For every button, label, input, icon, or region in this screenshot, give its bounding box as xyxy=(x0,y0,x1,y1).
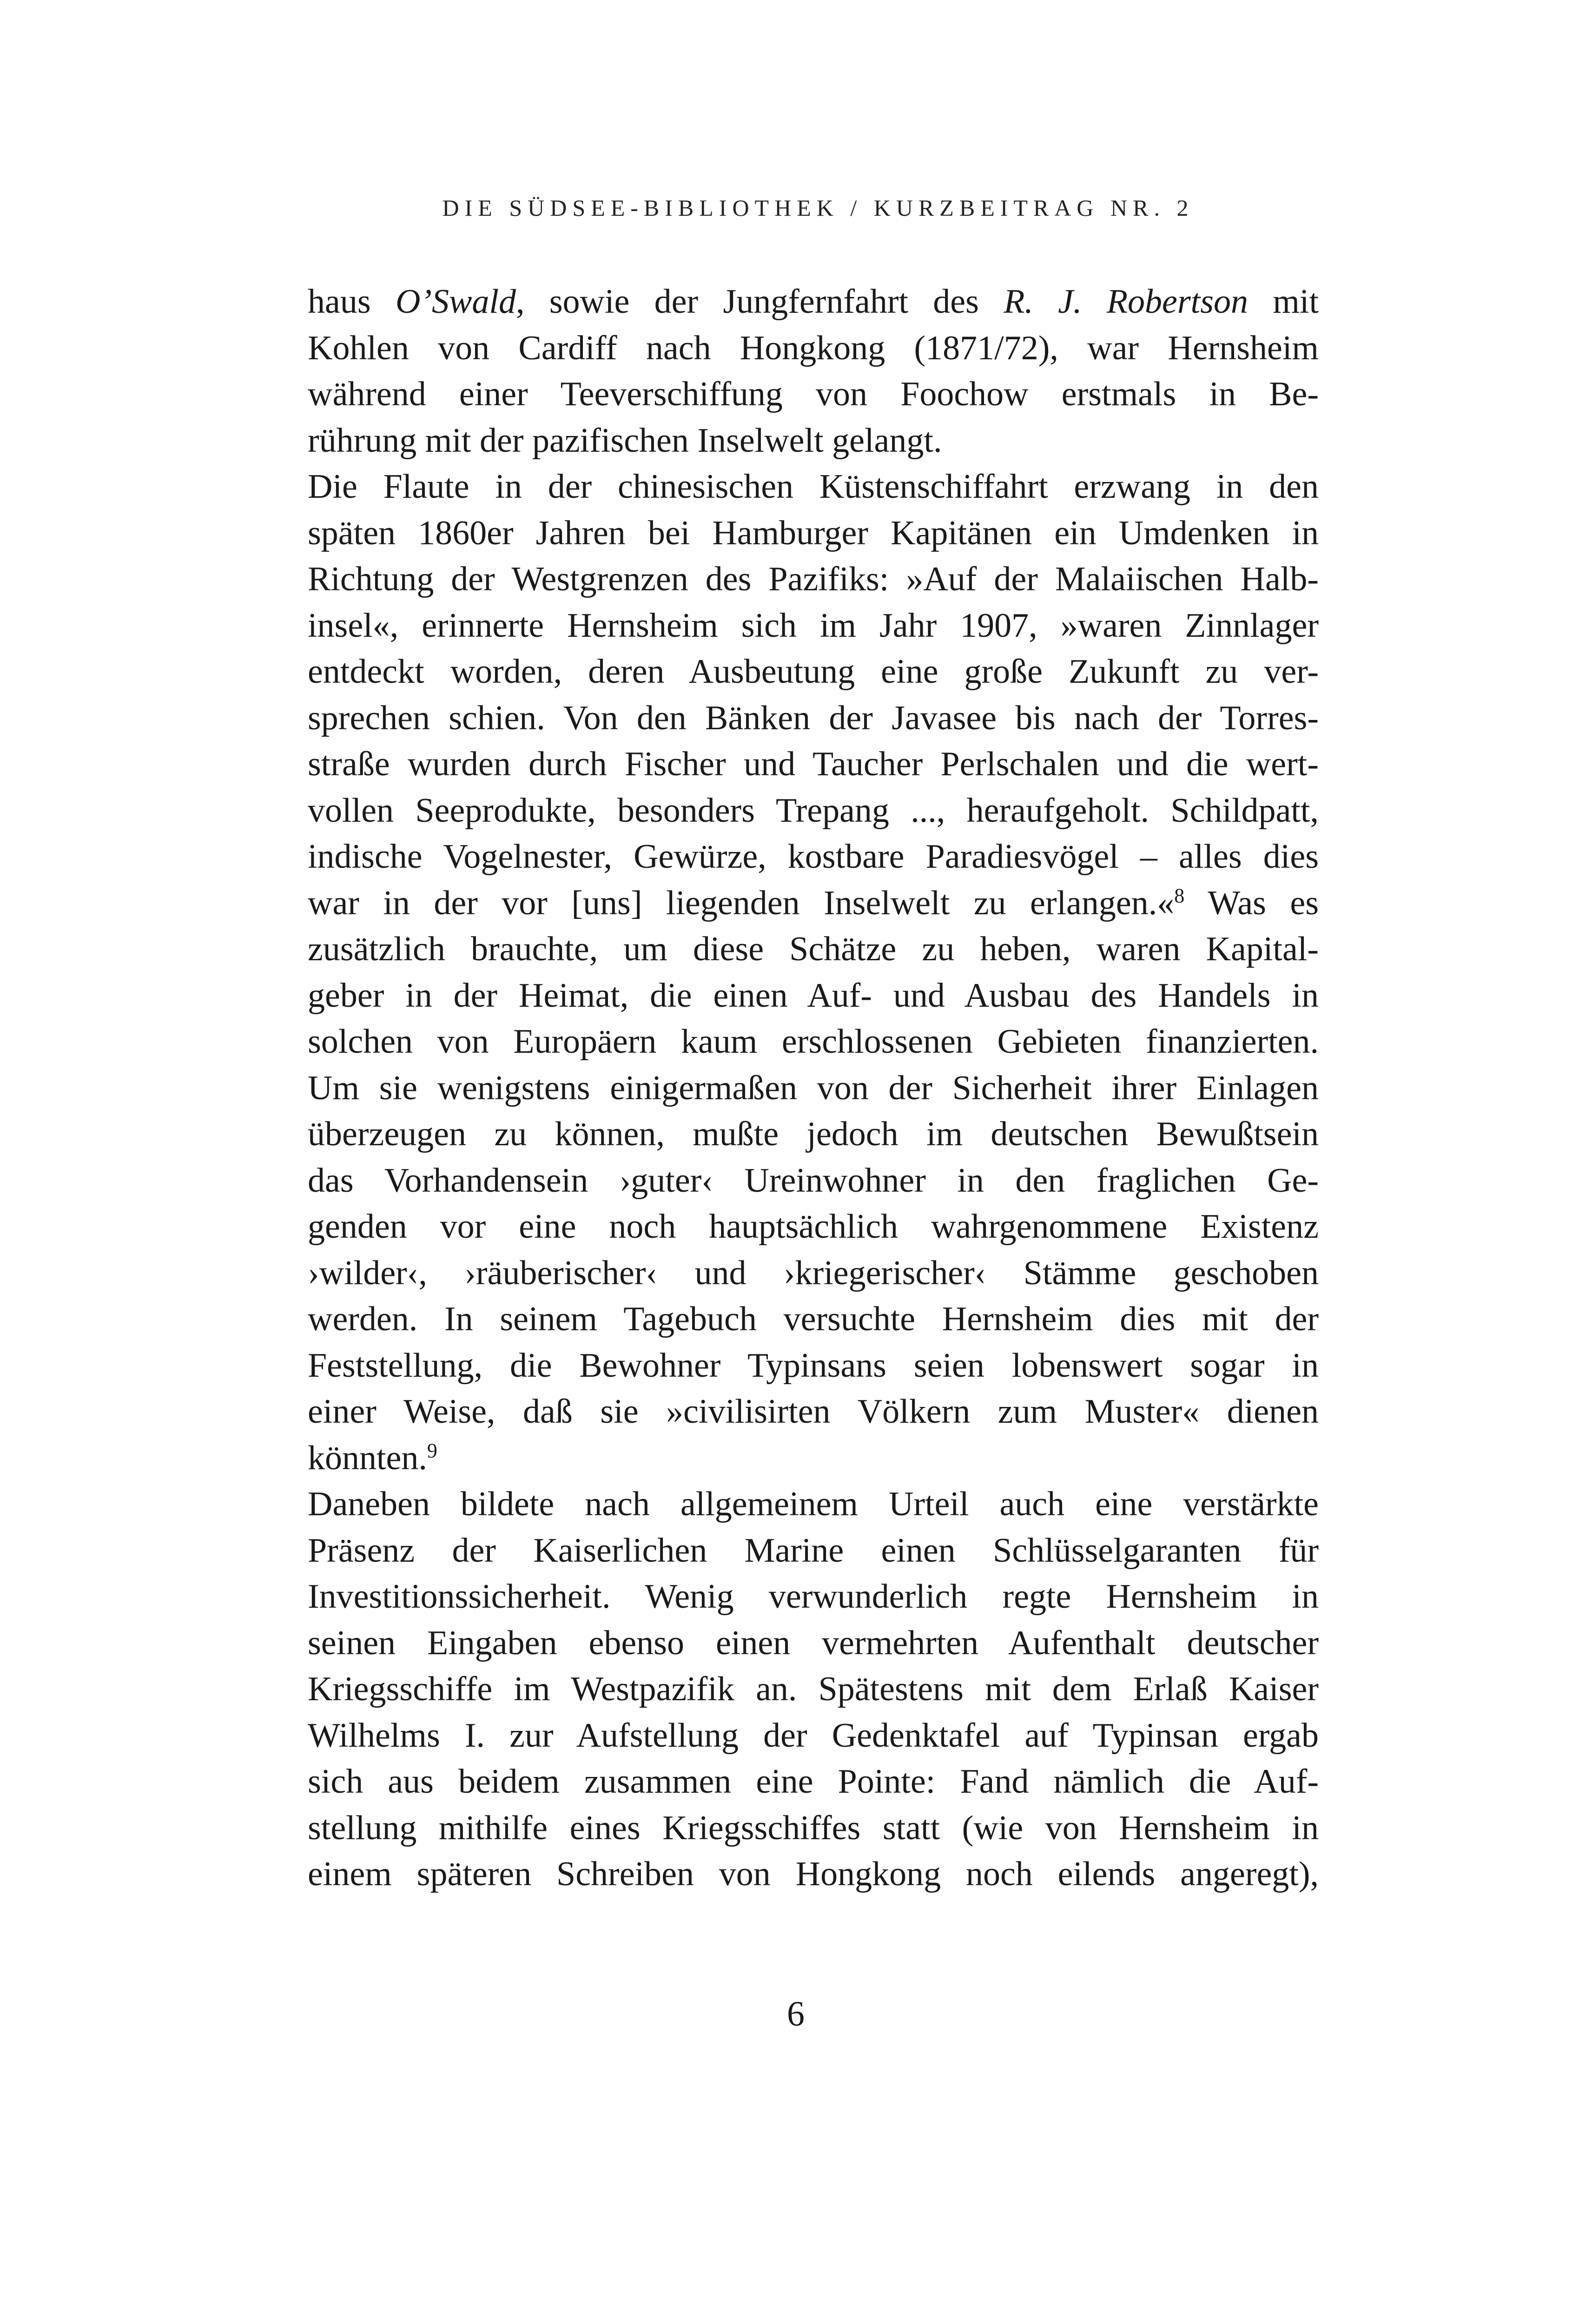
text-line xyxy=(308,880,1319,927)
paragraph-1 xyxy=(308,279,1319,464)
text-line: Richtung der Westgrenzen des Pazifiks: »Auf der Malaiischen Halb- xyxy=(308,560,1319,598)
text-line: Um sie wenigstens einigermaßen von der Sicherheit ihrer Einlagen xyxy=(308,1069,1319,1107)
text-line: Feststellung, die Bewohner Typinsans seien lobenswert sogar in xyxy=(308,1346,1319,1385)
text-line: Präsenz der Kaiserlichen Marine einen Schlüsselgaranten für xyxy=(308,1531,1319,1570)
text-line: das Vorhandensein ›guter‹ Ureinwohner in den fraglichen Ge- xyxy=(308,1161,1319,1200)
text-line: vollen Seeprodukte, besonders Trepang ..., heraufgeholt. Schildpatt, xyxy=(308,791,1319,830)
text-line: Die Flaute in der chinesischen Küstenschiffahrt erzwang in den xyxy=(308,468,1319,506)
text-line: Investitionssicherheit. Wenig verwunderlich regte Hernsheim in xyxy=(308,1578,1319,1616)
text-line: genden vor eine noch hauptsächlich wahrgenommene Existenz xyxy=(308,1208,1319,1246)
text-run: war in der vor [uns] liegenden Inselwelt zu erlangen.« xyxy=(308,884,1175,922)
text-line: späten 1860er Jahren bei Hamburger Kapitänen ein Umdenken in xyxy=(308,514,1319,552)
text-line: geber in der Heimat, die einen Auf- und Ausbau des Handels in xyxy=(308,976,1319,1015)
text-line: sich aus beidem zusammen eine Pointe: Fand nämlich die Auf- xyxy=(308,1763,1319,1801)
text-run: könnten. xyxy=(308,1439,427,1477)
text-line: werden. In seinem Tagebuch versuchte Hernsheim dies mit der xyxy=(308,1300,1319,1338)
text-line: rührung mit der pazifischen Inselwelt gelangt. xyxy=(308,421,942,460)
page-number: 6 xyxy=(787,1994,805,2034)
text-line: straße wurden durch Fischer und Taucher Perlschalen und die wert- xyxy=(308,745,1319,783)
running-head: DIE SÜDSEE-BIBLIOTHEK / KURZBEITRAG NR. 2 xyxy=(442,195,1194,221)
text-run: mit xyxy=(1248,283,1319,321)
text-run: , sowie der Jungfernfahrt des xyxy=(515,283,1004,321)
footnote-marker[interactable]: 8 xyxy=(1174,884,1185,907)
text-line xyxy=(308,1435,1319,1482)
text-line: einer Weise, daß sie »civilisirten Völkern zum Muster« dienen xyxy=(308,1393,1319,1431)
text-line: Daneben bildete nach allgemeinem Urteil auch eine verstärkte xyxy=(308,1485,1319,1523)
text-line xyxy=(308,279,1319,325)
paragraph-2 xyxy=(308,464,1319,1481)
text-run: haus xyxy=(308,283,396,321)
italic-ship-name: R. J. Robertson xyxy=(1004,283,1248,321)
paragraph-3 xyxy=(308,1481,1319,1898)
text-line: Kriegsschiffe im Westpazifik an. Spätestens mit dem Erlaß Kaiser xyxy=(308,1670,1319,1708)
text-line: indische Vogelnester, Gewürze, kostbare Paradiesvögel – alles dies xyxy=(308,838,1319,876)
text-line: zusätzlich brauchte, um diese Schätze zu heben, waren Kapital- xyxy=(308,930,1319,968)
italic-firm-name: O’Swald xyxy=(395,283,516,321)
body-text xyxy=(308,279,1319,1898)
text-run: Was es xyxy=(1184,884,1319,922)
text-line: stellung mithilfe eines Kriegsschiffes statt (wie von Hernsheim in xyxy=(308,1809,1319,1847)
text-line: während einer Teeverschiffung von Foochow erstmals in Be- xyxy=(308,375,1319,413)
text-line: seinen Eingaben ebenso einen vermehrten Aufenthalt deutscher xyxy=(308,1624,1319,1662)
text-line: Wilhelms I. zur Aufstellung der Gedenktafel auf Typinsan ergab xyxy=(308,1716,1319,1755)
text-line: ›wilder‹, ›räuberischer‹ und ›kriegerischer‹ Stämme geschoben xyxy=(308,1254,1319,1292)
footnote-marker[interactable]: 9 xyxy=(427,1439,437,1462)
text-line: überzeugen zu können, mußte jedoch im deutschen Bewußtsein xyxy=(308,1115,1319,1153)
text-line: Kohlen von Cardiff nach Hongkong (1871/72), war Hernsheim xyxy=(308,329,1319,367)
text-line: insel«, erinnerte Hernsheim sich im Jahr 1907, »waren Zinnlager xyxy=(308,606,1319,645)
text-line: einem späteren Schreiben von Hongkong noch eilends angeregt), xyxy=(308,1855,1319,1893)
text-line: sprechen schien. Von den Bänken der Javasee bis nach der Torres- xyxy=(308,699,1319,737)
text-line: entdeckt worden, deren Ausbeutung eine große Zukunft zu ver- xyxy=(308,653,1319,691)
text-line: solchen von Europäern kaum erschlossenen Gebieten finanzierten. xyxy=(308,1023,1319,1061)
